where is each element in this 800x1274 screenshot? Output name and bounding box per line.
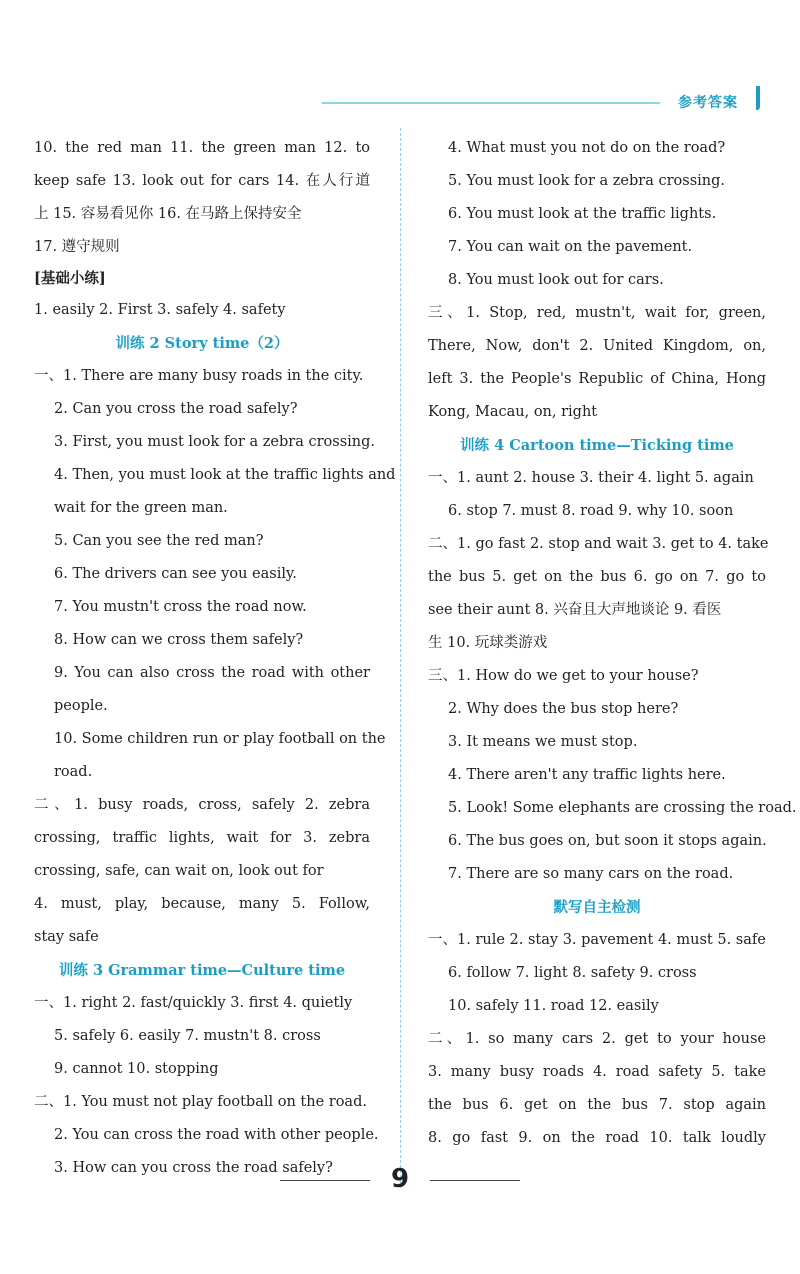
answer-line: 6. The bus goes on, but soon it stops again. xyxy=(448,833,767,849)
section-heading: 默写自主检测 xyxy=(553,899,641,916)
header-rule xyxy=(322,102,660,104)
footer-rule-right xyxy=(430,1180,520,1181)
answer-line: crossing, traffic lights, wait for 3. zebra xyxy=(34,830,370,846)
answer-line: 一、1. aunt 2. house 3. their 4. light 5. again xyxy=(428,470,754,486)
answer-line: 二、1. busy roads, cross, safely 2. zebra xyxy=(34,797,370,813)
answer-line: 2. Why does the bus stop here? xyxy=(448,701,679,717)
answer-line: 7. There are so many cars on the road. xyxy=(448,866,734,882)
answer-line: Kong, Macau, on, right xyxy=(428,404,598,420)
answer-line: left 3. the People's Republic of China, Hong xyxy=(428,371,766,387)
left-column xyxy=(34,132,396,1185)
answer-line: 6. stop 7. must 8. road 9. why 10. soon xyxy=(448,503,734,519)
answer-line: 三、1. Stop, red, mustn't, wait for, green, xyxy=(428,305,766,321)
answer-line: 7. You mustn't cross the road now. xyxy=(54,599,307,615)
answer-line: 上 15. 容易看见你 16. 在马路上保持安全 xyxy=(34,206,302,222)
answer-line: 5. safely 6. easily 7. mustn't 8. cross xyxy=(54,1028,321,1044)
section-subtitle: [基础小练] xyxy=(34,270,106,287)
answer-line: 4. What must you not do on the road? xyxy=(448,140,726,156)
section-heading: 训练 4 Cartoon time—Ticking time xyxy=(460,437,734,454)
answer-line: stay safe xyxy=(34,929,99,945)
answer-line: people. xyxy=(54,698,108,714)
answer-line: 二、1. so many cars 2. get to your house xyxy=(428,1031,766,1047)
header-bracket-mark xyxy=(756,86,760,110)
answer-line: the bus 6. get on the bus 7. stop again xyxy=(428,1097,766,1113)
answer-line: 5. Can you see the red man? xyxy=(54,533,264,549)
answer-line: 2. You can cross the road with other people. xyxy=(54,1127,379,1143)
column-divider xyxy=(400,128,401,1188)
answer-line: 9. cannot 10. stopping xyxy=(54,1061,219,1077)
answer-line: 10. safely 11. road 12. easily xyxy=(448,998,659,1014)
answer-line: 3. First, you must look for a zebra crossing. xyxy=(54,434,375,450)
answer-line: 二、1. go fast 2. stop and wait 3. get to 4. take xyxy=(428,536,769,552)
answer-line: 生 10. 玩球类游戏 xyxy=(428,635,548,651)
answer-line: 10. Some children run or play football on the xyxy=(54,731,386,747)
answer-line: the bus 5. get on the bus 6. go on 7. go to xyxy=(428,569,766,585)
answer-line: 一、1. right 2. fast/quickly 3. first 4. quietly xyxy=(34,995,353,1011)
answer-line: 5. You must look for a zebra crossing. xyxy=(448,173,726,189)
answer-line: 4. must, play, because, many 5. Follow, xyxy=(34,896,370,912)
answer-line: 2. Can you cross the road safely? xyxy=(54,401,298,417)
answer-line: 6. follow 7. light 8. safety 9. cross xyxy=(448,965,697,981)
answer-line: 5. Look! Some elephants are crossing the road. xyxy=(448,800,797,816)
header-label: 参考答案 xyxy=(678,95,738,111)
answer-line: 4. Then, you must look at the traffic lights and xyxy=(54,467,396,483)
answer-line: 4. There aren't any traffic lights here. xyxy=(448,767,726,783)
answer-line: 6. The drivers can see you easily. xyxy=(54,566,297,582)
answer-line: 一、1. There are many busy roads in the city. xyxy=(34,368,364,384)
page-number: 9 xyxy=(390,1164,410,1194)
answer-line: see their aunt 8. 兴奋且大声地谈论 9. 看医 xyxy=(428,602,722,618)
answer-line: crossing, safe, can wait on, look out for xyxy=(34,863,324,879)
answer-line: 8. You must look out for cars. xyxy=(448,272,664,288)
answer-line: 3. many busy roads 4. road safety 5. take xyxy=(428,1064,766,1080)
answer-line: 二、1. You must not play football on the road. xyxy=(34,1094,367,1110)
answer-line: road. xyxy=(54,764,93,780)
answer-line: 8. go fast 9. on the road 10. talk loudly xyxy=(428,1130,766,1146)
answer-line: 7. You can wait on the pavement. xyxy=(448,239,693,255)
answer-line: keep safe 13. look out for cars 14. 在人行道 xyxy=(34,173,370,189)
section-heading: 训练 3 Grammar time—Culture time xyxy=(58,962,346,979)
answer-line: 3. It means we must stop. xyxy=(448,734,638,750)
answer-line: 1. easily 2. First 3. safely 4. safety xyxy=(34,302,286,318)
answer-line: 9. You can also cross the road with other xyxy=(54,665,370,681)
answer-line: 8. How can we cross them safely? xyxy=(54,632,304,648)
right-column xyxy=(428,132,797,1155)
answer-line: 17. 遵守规则 xyxy=(34,239,120,255)
answer-line: wait for the green man. xyxy=(54,500,228,516)
answer-line: There, Now, don't 2. United Kingdom, on, xyxy=(428,338,766,354)
answer-line: 10. the red man 11. the green man 12. to xyxy=(34,140,370,156)
section-heading: 训练 2 Story time（2） xyxy=(115,335,289,352)
answer-line: 6. You must look at the traffic lights. xyxy=(448,206,717,222)
answer-line: 三、1. How do we get to your house? xyxy=(428,668,699,684)
answer-line: 一、1. rule 2. stay 3. pavement 4. must 5. safe xyxy=(428,932,766,948)
answer-line: 3. How can you cross the road safely? xyxy=(54,1160,333,1176)
